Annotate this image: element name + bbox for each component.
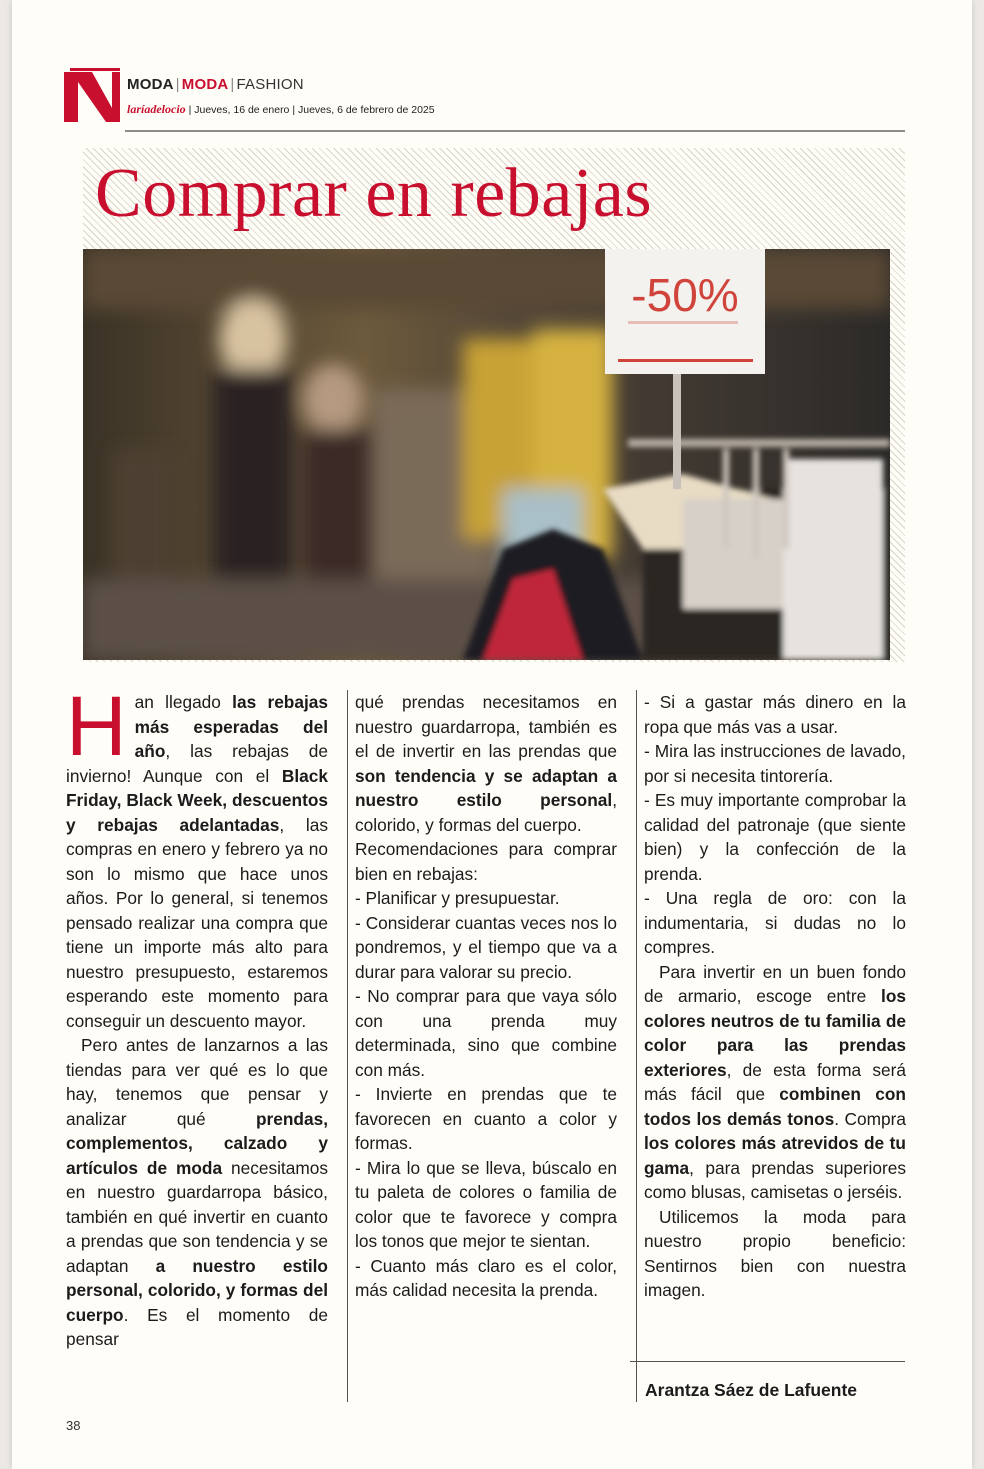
article-paragraph: Pero antes de lanzarnos a las tiendas para ver qué es lo que hay, tenemos que pensar y analizar qué prendas, complementos, calzado y artículos de moda necesitamos en nuestro guardarropa básico, también en qué invertir en cuanto a prendas que son tendencia y se adaptan a nuestro estilo personal, colorido, y formas del cuerpo. Es el momento de pensar: [66, 1035, 328, 1349]
list-item: - Si a gastar más dinero en la ropa que más vas a usar.: [644, 692, 906, 737]
date-end: Jueves, 6 de febrero de 2025: [297, 104, 435, 116]
list-item: - Una regla de oro: con la indumentaria, si dudas no lo compres.: [644, 888, 906, 957]
issue-dates: laríadelocio | Jueves, 16 de enero | Jueves, 6 de febrero de 2025: [127, 102, 435, 116]
brand-name: laríadelocio: [127, 102, 186, 116]
article-paragraph: Recomendaciones para comprar bien en rebajas:: [355, 839, 617, 884]
list-item: - Planificar y presupuestar.: [355, 888, 560, 908]
section-label-fashion: FASHION: [236, 76, 304, 93]
article-paragraph: Utilicemos la moda para nuestro propio beneficio: Sentirnos bien con nuestra imagen.: [644, 1206, 906, 1300]
section-label-moda-red: MODA: [181, 76, 229, 93]
article-column-2: [355, 690, 617, 1303]
drop-cap: H: [66, 679, 127, 773]
page-number: 38: [66, 1418, 81, 1433]
list-item: - Es muy importante comprobar la calidad del patronaje (que siente bien) y la confección de la prenda.: [644, 790, 906, 884]
list-item: - No comprar para que vaya sólo con una prenda muy determinada, sino que combine con más.: [355, 986, 617, 1080]
article-paragraph: Han llegado las rebajas más esperadas del año, las rebajas de invierno! Aunque con el Black Friday, Black Week, descuentos y rebajas adelantadas, las compras en enero y febrero ya no son lo mismo que hace unos años. Por lo general, si tenemos pensado realizar una compra que tiene un importe más alto para nuestro presupuesto, estaremos esperando este momento para conseguir un descuento mayor.: [66, 679, 328, 1031]
list-item: - Invierte en prendas que te favorecen en cuanto a color y formas.: [355, 1084, 617, 1153]
article-paragraph: Para invertir en un buen fondo de armario, escoge entre los colores neutros de tu familia de color para las prendas exteriores, de esta forma será más fácil que combinen con todos los demás tonos. Compra los colores más atrevidos de tu gama, para prendas superiores como blusas, camisetas o jerséis.: [644, 961, 906, 1202]
author-byline: Arantza Sáez de Lafuente: [645, 1380, 857, 1400]
author-rule: [630, 1361, 905, 1362]
column-divider: [347, 690, 348, 1402]
page-title: Comprar en rebajas: [95, 155, 653, 232]
article-column-1: [66, 679, 328, 1352]
list-item: - Mira lo que se lleva, búscalo en tu paleta de colores o familia de color que te favorece y compra los tonos que mejor te sientan.: [355, 1157, 617, 1251]
column-divider: [636, 690, 637, 1402]
list-item: - Mira las instrucciones de lavado, por si necesita tintorería.: [644, 741, 906, 786]
magazine-logo: [64, 68, 120, 122]
section-label-moda: MODA: [127, 76, 174, 93]
list-item: - Cuanto más claro es el color, más calidad necesita la prenda.: [355, 1255, 617, 1300]
discount-sign-text: -50%: [631, 269, 739, 321]
list-item: - Considerar cuantas veces nos lo pondremos, y el tiempo que va a durar para valorar su precio.: [355, 912, 617, 982]
article-column-3: [644, 690, 906, 1303]
header-rule: [125, 130, 905, 132]
article-paragraph: qué prendas necesitamos en nuestro guardarropa, también es el de invertir en las prendas que son tendencia y se adaptan a nuestro estilo personal, colorido, y formas del cuerpo.: [355, 692, 617, 835]
store-sale-photo: [83, 249, 890, 660]
section-header: MODA | MODA | FASHION: [127, 76, 304, 93]
date-start: Jueves, 16 de enero: [194, 104, 290, 116]
